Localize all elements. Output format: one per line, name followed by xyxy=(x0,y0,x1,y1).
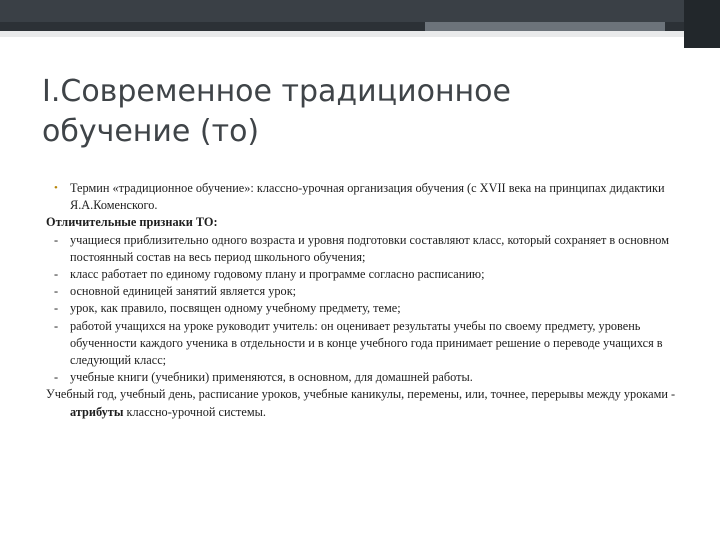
list-item xyxy=(46,232,686,266)
bullet-icon: • xyxy=(54,182,58,194)
features-heading: Отличительные признаки ТО: xyxy=(46,215,218,230)
header-accent-light xyxy=(425,22,665,31)
list-item-text: класс работает по единому годовому плану и программе согласно расписанию; xyxy=(70,267,485,282)
dash-marker: - xyxy=(54,318,59,333)
bullet-paragraph xyxy=(46,180,686,214)
features-list xyxy=(46,232,686,387)
dash-marker: - xyxy=(54,284,59,299)
corner-block xyxy=(684,0,720,48)
list-item xyxy=(46,369,686,386)
list-item-text: урок, как правило, посвящен одному учебному предмету, теме; xyxy=(70,301,401,316)
list-item-text: работой учащихся на уроке руководит учитель: он оценивает результаты учебы по своему предмету, уровень обученности каждого ученика в отдельности и в конце учебного года принимает решение о переводе учащихся в следующий класс; xyxy=(70,318,663,368)
header-divider xyxy=(0,31,720,37)
bullet-text: Термин «традиционное обучение»: классно-урочная организация обучения (с XVII века на принципах дидактики Я.А.Коменского. xyxy=(70,181,665,213)
header-band xyxy=(0,0,720,22)
closing-paragraph xyxy=(46,386,686,420)
title-line-1: I.Современное традиционное xyxy=(42,74,511,109)
list-item xyxy=(46,283,686,300)
slide-title xyxy=(42,72,602,152)
dash-marker: - xyxy=(54,301,59,316)
closing-text-bold: атрибуты xyxy=(70,404,124,419)
closing-text-after: классно-урочной системы. xyxy=(123,404,266,419)
list-item-text: учебные книги (учебники) применяются, в основном, для домашней работы. xyxy=(70,370,473,385)
slide-body xyxy=(46,180,686,421)
dash-marker: - xyxy=(54,267,59,282)
dash-marker: - xyxy=(54,232,59,247)
list-item-text: основной единицей занятий является урок; xyxy=(70,284,297,299)
list-item xyxy=(46,266,686,283)
dash-marker: - xyxy=(54,370,59,385)
list-item xyxy=(46,318,686,370)
list-item-text: учащиеся приблизительно одного возраста и уровня подготовки составляют класс, который сохраняет в основном постоянный состав на весь период школьного обучения; xyxy=(70,232,670,264)
closing-text-before: Учебный год, учебный день, расписание уроков, учебные каникулы, перемены, или, точнее, перерывы между уроками - xyxy=(46,387,676,402)
title-line-2: обучение (то) xyxy=(42,114,260,149)
list-item xyxy=(46,300,686,317)
